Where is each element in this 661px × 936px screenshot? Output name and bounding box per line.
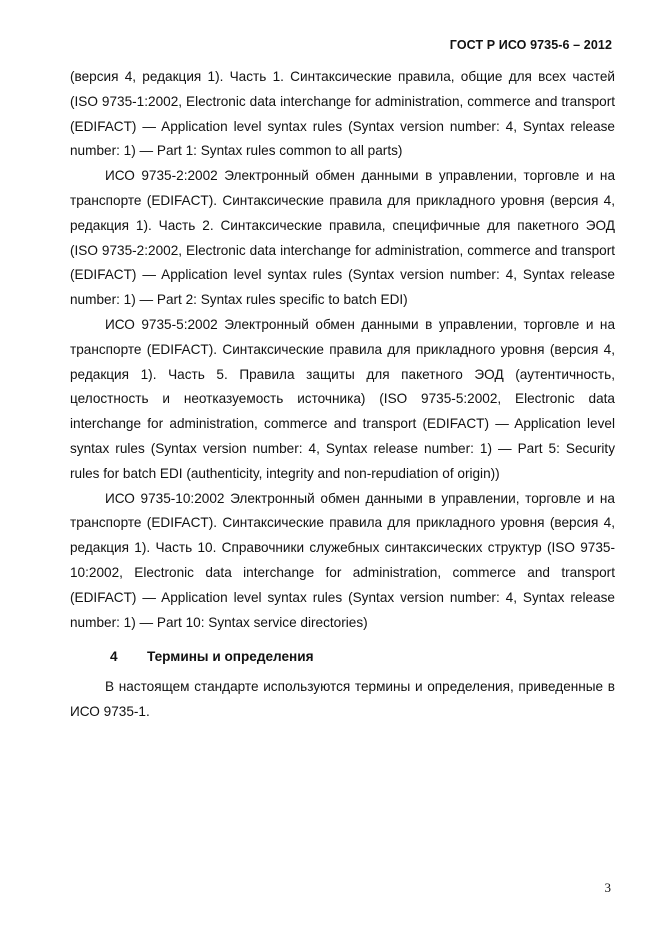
document-header: ГОСТ Р ИСО 9735-6 – 2012 <box>449 38 612 52</box>
section-title: Термины и определения <box>147 649 314 665</box>
section-heading <box>70 645 615 670</box>
section-number: 4 <box>110 649 118 665</box>
paragraph-iso-9735-2: ИСО 9735-2:2002 Электронный обмен данными в управлении, торговле и на транспорте (EDIFACT). Синтаксические правила для прикладного уровня (версия 4, редакция 1). Часть 2. Синтаксические правила, специфичные для пакетного ЭОД (ISO 9735-2:2002, Electronic data interchange for administration, commerce and transport (EDIFACT) — Application level syntax rules (Syntax version number: 4, Syntax release number: 1) — Part 2: Syntax rules specific to batch EDI) <box>70 168 615 308</box>
paragraph-iso-9735-10: ИСО 9735-10:2002 Электронный обмен данными в управлении, торговле и на транспорте (EDIFACT). Синтаксические правила для прикладного уровня (версия 4, редакция 1). Часть 10. Справочники служебных синтаксических структур (ISO 9735-10:2002, Electronic data interchange for administration, commerce and transport (EDIFACT) — Application level syntax rules (Syntax version number: 4, Syntax release number: 1) — Part 10: Syntax service directories) <box>70 490 615 630</box>
document-body <box>70 65 615 725</box>
paragraph-continuation: (версия 4, редакция 1). Часть 1. Синтаксические правила, общие для всех частей (ISO 9735-1:2002, Electronic data interchange for administration, commerce and transport (EDIFACT) — Application level syntax rules (Syntax version number: 4, Syntax release number: 1) — Part 1: Syntax rules common to all parts) <box>70 69 615 159</box>
section-body: В настоящем стандарте используются термины и определения, приведенные в ИСО 9735-1. <box>70 679 615 719</box>
page-number: 3 <box>604 880 611 895</box>
paragraph-iso-9735-5: ИСО 9735-5:2002 Электронный обмен данными в управлении, торговле и на транспорте (EDIFACT). Синтаксические правила для прикладного уровня (версия 4, редакция 1). Часть 5. Правила защиты для пакетного ЭОД (аутентичность, целостность и неотказуемость источника) (ISO 9735-5:2002, Electronic data interchange for administration, commerce and transport (EDIFACT) — Application level syntax rules (Syntax version number: 4, Syntax release number: 1) — Part 5: Security rules for batch EDI (authenticity, integrity and non-repudiation of origin)) <box>70 316 615 481</box>
